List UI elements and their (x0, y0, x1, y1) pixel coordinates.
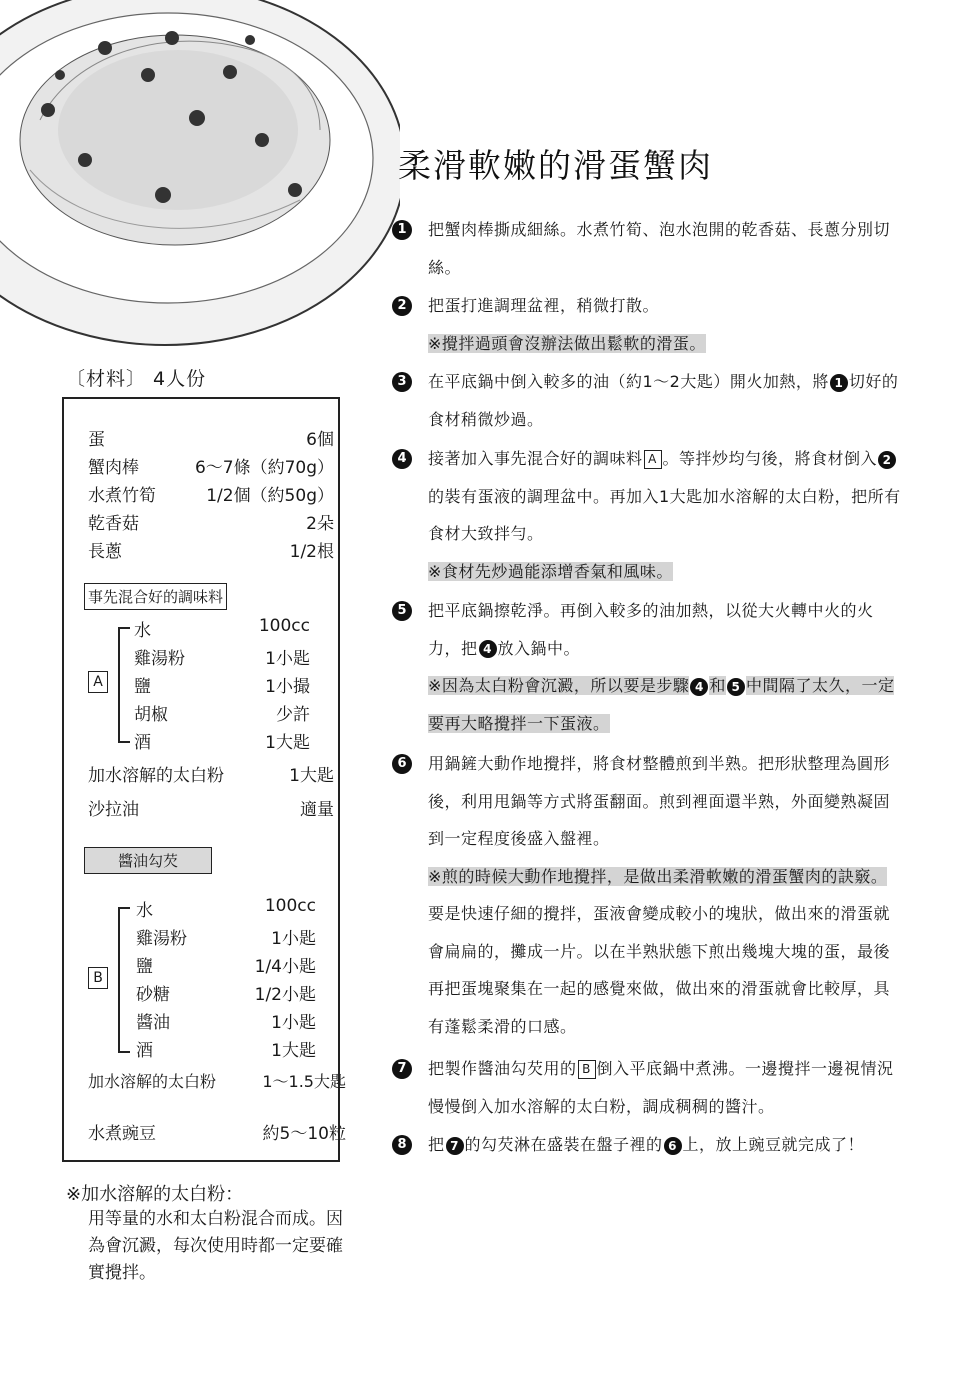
step-8: 把 7 的勾芡淋在盛裝在盤子裡的 6 上，放上豌豆就完成了！ (428, 1135, 865, 1154)
ingredient-row: 胡椒 少許 (134, 705, 310, 725)
step-6-text: 用鍋鏟大動作地攪拌，將食材整體煎到半熟。把形狀整理為圓形後，利用甩鍋等方式將蛋翻面。煎到裡面還半熟，外面變熟凝固到一定程度後盛入盤裡。 (428, 754, 891, 848)
step-ref-badge: 2 (878, 451, 896, 469)
step-4: 接著加入事先混合好的調味料 A 。等拌炒均勻後，將食材倒入 2的裝有蛋液的調理盆中。再加入1大匙加水溶解的太白粉，把所有食材大致拌勻。 ※食材先炒過能添增香氣和風味。 (428, 449, 901, 581)
bracket-a (118, 627, 130, 743)
note-title: ※加水溶解的太白粉： (66, 1184, 244, 1205)
step-ref-badge: 4 (690, 678, 708, 696)
step-5: 把平底鍋擦乾淨。再倒入較多的油加熱，以從大火轉中火的火力，把 4 放入鍋中。 ※因為太白粉會沉澱，所以要是步驟 4 和 5 中間隔了太久，一定要再大略攪拌一下蛋液。 (428, 601, 895, 733)
ingredients-box (62, 397, 346, 1162)
step-number: 3 (392, 372, 412, 392)
ingredient-row: 醬油 1小匙 (136, 1013, 316, 1033)
bracket-b (118, 907, 130, 1053)
ingredient-row: 鹽 1/4小匙 (136, 957, 316, 977)
label-a: A (88, 671, 108, 693)
seasoning-a-heading: 事先混合好的調味料 (84, 583, 227, 610)
step-number: 6 (392, 754, 412, 774)
ingredient-row: 乾香菇 2朵 (88, 514, 334, 534)
step-number: 1 (392, 220, 412, 240)
ingredient-row: 水煮竹筍 1/2個（約50g） (88, 486, 334, 506)
step-number: 4 (392, 449, 412, 469)
soy-sauce-heading: 醬油勾芡 (84, 847, 212, 874)
ingredient-row: 酒 1大匙 (136, 1041, 316, 1061)
ingredient-row: 沙拉油 適量 (88, 800, 334, 820)
recipe-title: 柔滑軟嫩的滑蛋蟹肉 (398, 146, 713, 185)
step-2-tip: ※攪拌過頭會沒辦法做出鬆軟的滑蛋。 (428, 333, 706, 353)
step-3: 在平底鍋中倒入較多的油（約1～2大匙）開火加熱，將 1 切好的食材稍微炒過。 (428, 372, 899, 429)
step-7: 把製作醬油勾芡用的 B 倒入平底鍋中煮沸。一邊攪拌一邊視情況慢慢倒入加水溶解的太白粉，調成稠稠的醬汁。 (428, 1059, 894, 1116)
step-2 (428, 287, 903, 362)
seasoning-ref-box: A (644, 450, 662, 469)
ingredient-row: 蟹肉棒 6～7條（約70g） (88, 458, 334, 478)
step-number: 5 (392, 601, 412, 621)
step-6-tip: ※煎的時候大動作地攪拌，是做出柔滑軟嫩的滑蛋蟹肉的訣竅。 (428, 866, 888, 886)
step-number: 2 (392, 296, 412, 316)
label-b: B (88, 967, 108, 989)
ingredient-row: 蛋 6個 (88, 430, 334, 450)
step-6: 用鍋鏟大動作地攪拌，將食材整體煎到半熟。把形狀整理為圓形後，利用甩鍋等方式將蛋翻面。煎到裡面還半熟，外面變熟凝固到一定程度後盛入盤裡。 ※煎的時候大動作地攪拌，是做出柔滑軟嫩的滑蛋蟹肉的訣竅。要是快速仔細的攪拌，蛋液會變成較小的塊狀，做出來的滑蛋就會扁扁的，攤成一片。以在半熟狀態下煎出幾塊大塊的蛋，最後再把蛋塊聚集在一起的感覺來做，做出來的滑蛋就會比較厚，具有蓬鬆柔滑的口感。 (428, 745, 903, 1045)
ingredient-row: 鹽 1小撮 (134, 677, 310, 697)
step-number: 7 (392, 1059, 412, 1079)
dish-illustration (0, 0, 400, 360)
ingredient-row: 加水溶解的太白粉 1～1.5大匙 (88, 1072, 346, 1091)
ingredient-row: 水煮豌豆 約5～10粒 (88, 1124, 346, 1144)
ingredient-row: 雞湯粉 1小匙 (136, 929, 316, 949)
ingredient-row: 長蔥 1/2根 (88, 542, 334, 562)
step-ref-badge: 4 (479, 640, 497, 658)
step-1-text: 把蟹肉棒撕成細絲。水煮竹筍、泡水泡開的乾香菇、長蔥分別切絲。 (428, 220, 891, 277)
ingredient-row: 酒 1大匙 (134, 733, 310, 753)
ingredient-row: 砂糖 1/2小匙 (136, 985, 316, 1005)
step-ref-badge: 7 (446, 1137, 464, 1155)
step-number: 8 (392, 1135, 412, 1155)
ingredient-row: 水 100cc (136, 896, 316, 921)
step-ref-badge: 6 (664, 1137, 682, 1155)
ingredient-row: 水 100cc (134, 616, 310, 641)
seasoning-ref-box: B (578, 1060, 596, 1079)
step-2-text: 把蛋打進調理盆裡，稍微打散。 (428, 296, 660, 315)
step-4-tip: ※食材先炒過能添增香氣和風味。 (428, 561, 673, 581)
ingredients-heading: 〔材料〕 4人份 (66, 368, 207, 390)
ingredient-row: 雞湯粉 1小匙 (134, 649, 310, 669)
step-ref-badge: 1 (830, 374, 848, 392)
ingredient-row: 加水溶解的太白粉 1大匙 (88, 766, 334, 786)
step-ref-badge: 5 (727, 678, 745, 696)
note-body: 用等量的水和太白粉混合而成。因為會沉澱，每次使用時都一定要確實攪拌。 (88, 1209, 343, 1283)
